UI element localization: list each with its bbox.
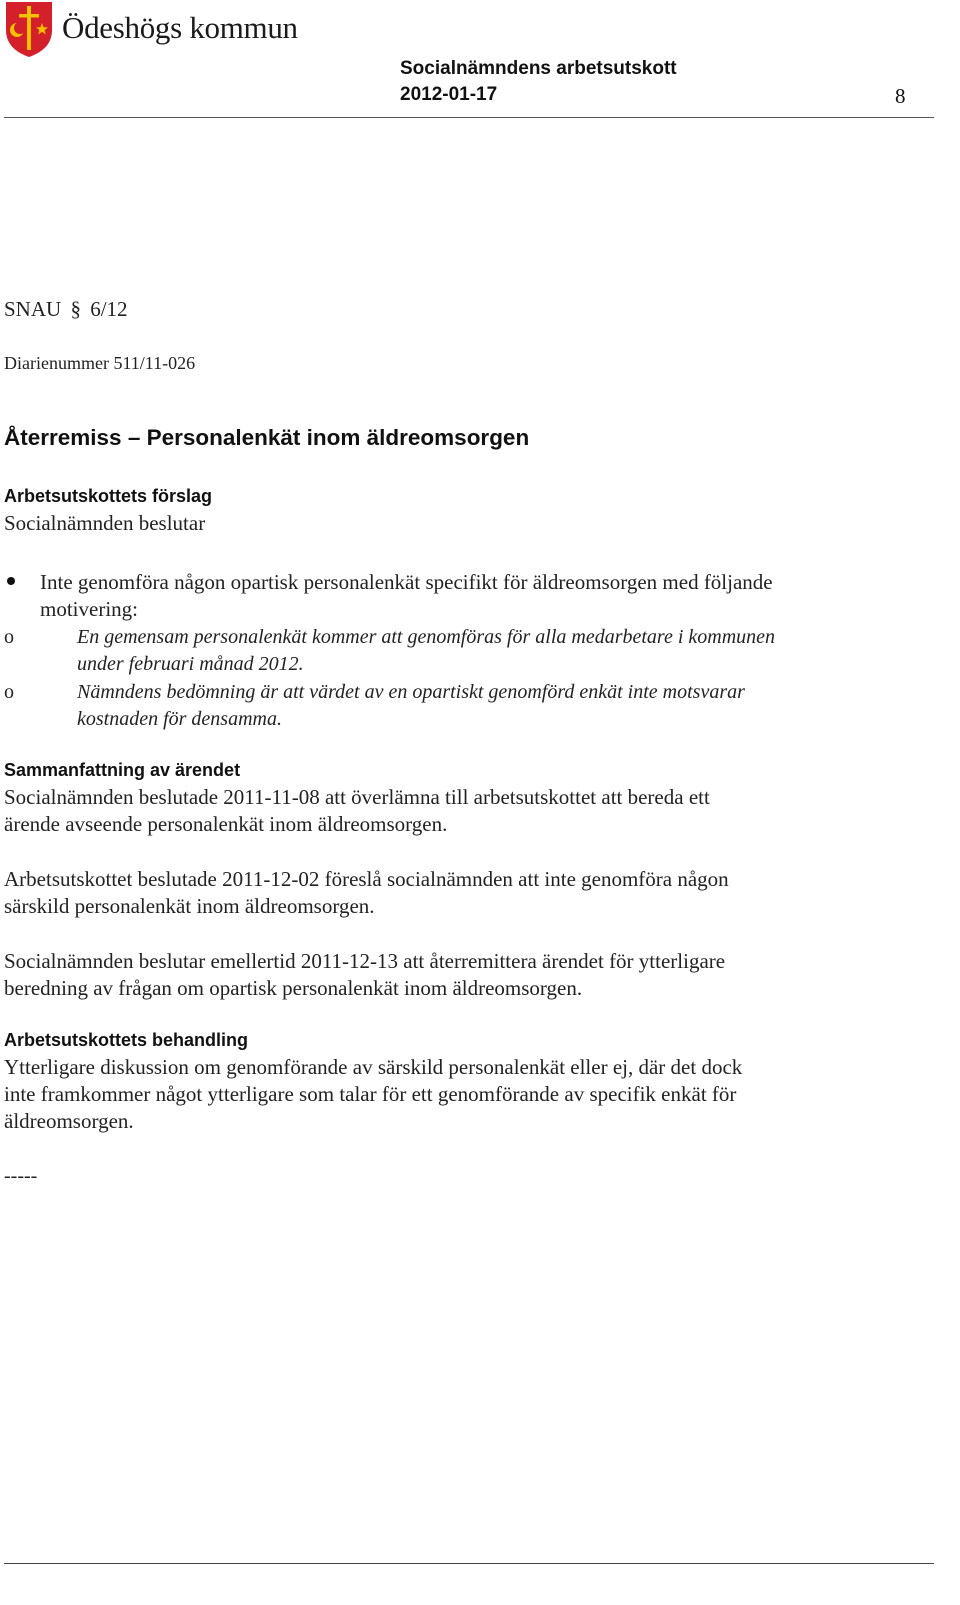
- sub-item: En gemensam personalenkät kommer att genomföras för alla medarbetare i kommunen under februari månad 2012.: [77, 626, 776, 675]
- proposal-heading: Arbetsutskottets förslag: [4, 486, 213, 506]
- handling-paragraph: Ytterligare diskussion om genomförande av särskild personalenkät eller ej, där det dock inte framkommer något ytterligare som talar för ett genomförande av specifik enkät för äldreomsorgen.: [4, 1055, 743, 1133]
- header-date: 2012-01-17: [400, 84, 498, 105]
- handling-heading: Arbetsutskottets behandling: [4, 1030, 249, 1050]
- diarienummer: Diarienummer 511/11-026: [4, 353, 196, 373]
- case-id-number: 6/12: [90, 297, 128, 321]
- sub-item: Nämndens bedömning är att värdet av en opartiskt genomförd enkät inte motsvarar kostnaden för densamma.: [77, 681, 745, 730]
- coat-of-arms-icon: [4, 0, 54, 58]
- proposal-bullet: Inte genomföra någon opartisk personalenkät specifikt för äldreomsorgen med följande motivering:: [40, 570, 773, 621]
- footer-divider: [4, 1563, 934, 1564]
- logo-text: Ödeshögs kommun: [62, 10, 298, 45]
- case-id: [4, 296, 128, 323]
- header-divider: [4, 117, 934, 118]
- proposal-subheading: Socialnämnden beslutar: [4, 511, 206, 535]
- document-title: Återremiss – Personalenkät inom äldreomsorgen: [4, 425, 530, 450]
- bullet-icon: [4, 570, 18, 597]
- case-id-prefix: SNAU: [4, 297, 62, 321]
- page-number: 8: [895, 84, 906, 108]
- summary-paragraph: Socialnämnden beslutade 2011-11-08 att överlämna till arbetsutskottet att bereda ett ärende avseende personalenkät inom äldreomsorgen.: [4, 785, 710, 836]
- section-symbol: §: [70, 297, 81, 321]
- sub-item-marker: o: [4, 681, 14, 703]
- summary-paragraph: Socialnämnden beslutar emellertid 2011-12-13 att återremittera ärendet för ytterligare beredning av frågan om opartisk personalenkät inom äldreomsorgen.: [4, 949, 726, 1000]
- sub-item-marker: o: [4, 626, 14, 648]
- header-title: Socialnämndens arbetsutskott: [400, 58, 677, 79]
- municipality-logo: [4, 0, 54, 58]
- summary-heading: Sammanfattning av ärendet: [4, 760, 241, 780]
- end-marker: -----: [4, 1165, 38, 1187]
- summary-paragraph: Arbetsutskottet beslutade 2011-12-02 föreslå socialnämnden att inte genomföra någon särskild personalenkät inom äldreomsorgen.: [4, 867, 729, 918]
